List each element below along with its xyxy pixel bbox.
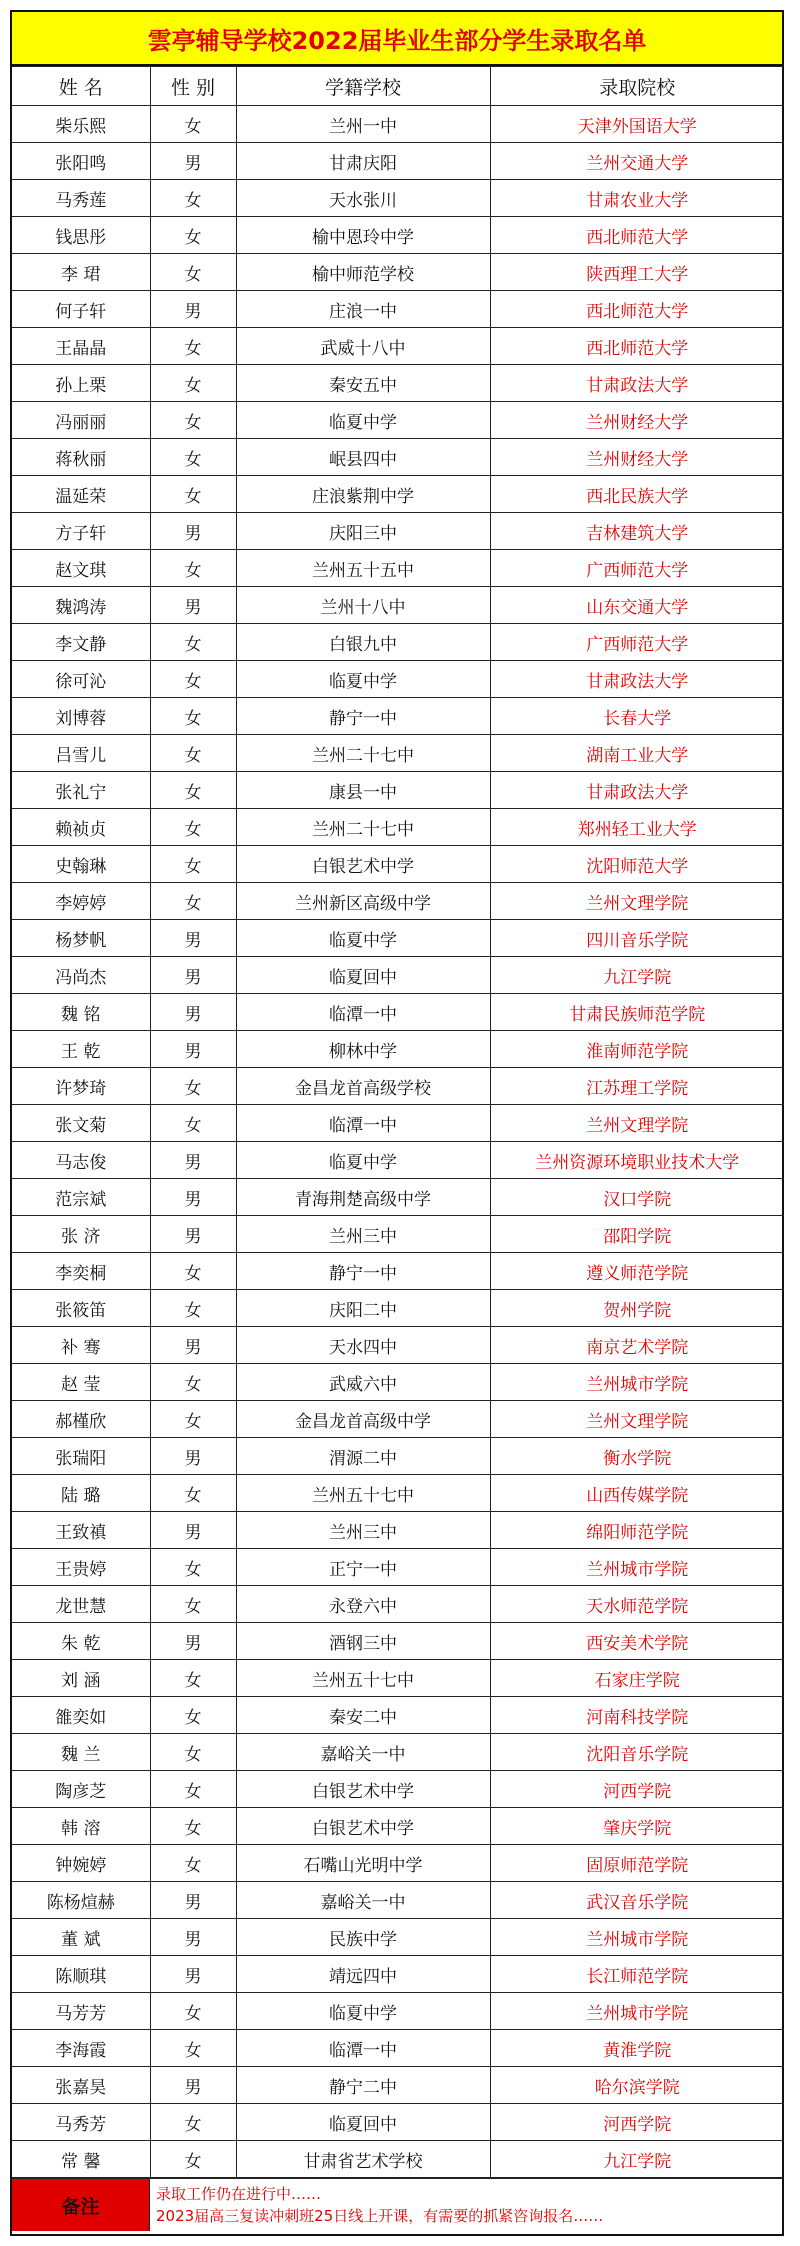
cell-admitted-school: 长春大学 — [490, 698, 784, 735]
cell-admitted-school: 广西师范大学 — [490, 550, 784, 587]
table-row — [12, 254, 784, 291]
cell-origin-school: 正宁一中 — [236, 1549, 490, 1586]
cell-name: 刘 涵 — [12, 1660, 150, 1697]
cell-origin-school: 临潭一中 — [236, 994, 490, 1031]
table-row — [12, 1253, 784, 1290]
header-admitted-school: 录取院校 — [490, 67, 784, 106]
cell-gender: 女 — [150, 1475, 236, 1512]
cell-origin-school: 武威六中 — [236, 1364, 490, 1401]
cell-origin-school: 兰州二十七中 — [236, 809, 490, 846]
cell-admitted-school: 西北民族大学 — [490, 476, 784, 513]
cell-name: 王致禛 — [12, 1512, 150, 1549]
cell-gender: 女 — [150, 2141, 236, 2178]
cell-name: 张瑞阳 — [12, 1438, 150, 1475]
table-row — [12, 1512, 784, 1549]
cell-gender: 男 — [150, 1956, 236, 1993]
cell-name: 柴乐熙 — [12, 106, 150, 143]
cell-name: 吕雪儿 — [12, 735, 150, 772]
cell-admitted-school: 山西传媒学院 — [490, 1475, 784, 1512]
cell-name: 李奕桐 — [12, 1253, 150, 1290]
cell-origin-school: 兰州三中 — [236, 1216, 490, 1253]
cell-name: 韩 溶 — [12, 1808, 150, 1845]
table-row — [12, 698, 784, 735]
cell-admitted-school: 天水师范学院 — [490, 1586, 784, 1623]
cell-gender: 男 — [150, 143, 236, 180]
cell-name: 董 斌 — [12, 1919, 150, 1956]
header-origin-school: 学籍学校 — [236, 67, 490, 106]
cell-origin-school: 金昌龙首高级中学 — [236, 1401, 490, 1438]
header-gender: 性 别 — [150, 67, 236, 106]
table-row — [12, 1549, 784, 1586]
table-row — [12, 1401, 784, 1438]
cell-gender: 男 — [150, 994, 236, 1031]
cell-name: 王贵婷 — [12, 1549, 150, 1586]
table-row — [12, 846, 784, 883]
cell-admitted-school: 兰州文理学院 — [490, 1401, 784, 1438]
cell-name: 张阳鸣 — [12, 143, 150, 180]
cell-admitted-school: 江苏理工学院 — [490, 1068, 784, 1105]
cell-origin-school: 甘肃省艺术学校 — [236, 2141, 490, 2178]
cell-gender: 女 — [150, 1364, 236, 1401]
cell-admitted-school: 西安美术学院 — [490, 1623, 784, 1660]
cell-name: 李 珺 — [12, 254, 150, 291]
cell-origin-school: 渭源二中 — [236, 1438, 490, 1475]
cell-name: 魏鸿涛 — [12, 587, 150, 624]
cell-origin-school: 兰州一中 — [236, 106, 490, 143]
table-row — [12, 883, 784, 920]
cell-gender: 女 — [150, 2104, 236, 2141]
cell-admitted-school: 兰州城市学院 — [490, 1993, 784, 2030]
cell-origin-school: 临潭一中 — [236, 1105, 490, 1142]
cell-gender: 女 — [150, 735, 236, 772]
table-row — [12, 1660, 784, 1697]
note-line-2: 2023届高三复读冲刺班25日线上开课，有需要的抓紧咨询报名…… — [156, 2207, 604, 2225]
cell-origin-school: 白银艺术中学 — [236, 1771, 490, 1808]
cell-origin-school: 靖远四中 — [236, 1956, 490, 1993]
page-title: 雲亭辅导学校2022届毕业生部分学生录取名单 — [12, 12, 782, 66]
note-label: 备注 — [12, 2179, 150, 2231]
cell-name: 赖祯贞 — [12, 809, 150, 846]
cell-origin-school: 庄浪紫荆中学 — [236, 476, 490, 513]
cell-origin-school: 天水张川 — [236, 180, 490, 217]
cell-name: 王晶晶 — [12, 328, 150, 365]
table-row — [12, 1290, 784, 1327]
cell-admitted-school: 吉林建筑大学 — [490, 513, 784, 550]
cell-origin-school: 兰州五十五中 — [236, 550, 490, 587]
cell-admitted-school: 九江学院 — [490, 957, 784, 994]
cell-admitted-school: 绵阳师范学院 — [490, 1512, 784, 1549]
cell-admitted-school: 固原师范学院 — [490, 1845, 784, 1882]
cell-name: 张筱笛 — [12, 1290, 150, 1327]
cell-name: 郝槿欣 — [12, 1401, 150, 1438]
cell-name: 魏 兰 — [12, 1734, 150, 1771]
cell-name: 陈杨煊赫 — [12, 1882, 150, 1919]
table-row — [12, 624, 784, 661]
cell-name: 徐可沁 — [12, 661, 150, 698]
cell-name: 张文菊 — [12, 1105, 150, 1142]
admission-table — [12, 66, 784, 2178]
cell-admitted-school: 西北师范大学 — [490, 291, 784, 328]
note-text — [150, 2179, 782, 2231]
cell-origin-school: 天水四中 — [236, 1327, 490, 1364]
cell-name: 朱 乾 — [12, 1623, 150, 1660]
cell-gender: 女 — [150, 180, 236, 217]
cell-gender: 女 — [150, 883, 236, 920]
header-name: 姓 名 — [12, 67, 150, 106]
cell-admitted-school: 郑州轻工业大学 — [490, 809, 784, 846]
note-row — [12, 2178, 782, 2231]
cell-name: 常 馨 — [12, 2141, 150, 2178]
cell-gender: 男 — [150, 1512, 236, 1549]
cell-name: 杨梦帆 — [12, 920, 150, 957]
cell-name: 冯尚杰 — [12, 957, 150, 994]
table-row — [12, 1364, 784, 1401]
cell-gender: 女 — [150, 217, 236, 254]
cell-gender: 男 — [150, 291, 236, 328]
cell-admitted-school: 肇庆学院 — [490, 1808, 784, 1845]
cell-admitted-school: 河西学院 — [490, 2104, 784, 2141]
cell-admitted-school: 湖南工业大学 — [490, 735, 784, 772]
cell-gender: 女 — [150, 846, 236, 883]
cell-admitted-school: 河西学院 — [490, 1771, 784, 1808]
cell-origin-school: 嘉峪关一中 — [236, 1882, 490, 1919]
cell-admitted-school: 兰州资源环境职业技术大学 — [490, 1142, 784, 1179]
cell-gender: 女 — [150, 1845, 236, 1882]
cell-gender: 男 — [150, 1882, 236, 1919]
cell-admitted-school: 甘肃政法大学 — [490, 365, 784, 402]
cell-name: 钟婉婷 — [12, 1845, 150, 1882]
cell-name: 陈顺琪 — [12, 1956, 150, 1993]
cell-admitted-school: 西北师范大学 — [490, 217, 784, 254]
cell-gender: 男 — [150, 957, 236, 994]
cell-gender: 女 — [150, 402, 236, 439]
cell-name: 范宗斌 — [12, 1179, 150, 1216]
table-row — [12, 1031, 784, 1068]
cell-origin-school: 秦安五中 — [236, 365, 490, 402]
table-row — [12, 1216, 784, 1253]
cell-name: 魏 铭 — [12, 994, 150, 1031]
cell-origin-school: 临夏回中 — [236, 957, 490, 994]
cell-origin-school: 甘肃庆阳 — [236, 143, 490, 180]
table-row — [12, 994, 784, 1031]
cell-gender: 女 — [150, 1808, 236, 1845]
cell-gender: 女 — [150, 1290, 236, 1327]
cell-name: 张嘉昊 — [12, 2067, 150, 2104]
table-row — [12, 1179, 784, 1216]
cell-name: 史翰琳 — [12, 846, 150, 883]
cell-origin-school: 兰州二十七中 — [236, 735, 490, 772]
cell-gender: 女 — [150, 1068, 236, 1105]
cell-origin-school: 临夏中学 — [236, 920, 490, 957]
cell-origin-school: 石嘴山光明中学 — [236, 1845, 490, 1882]
cell-name: 张礼宁 — [12, 772, 150, 809]
cell-admitted-school: 兰州城市学院 — [490, 1919, 784, 1956]
cell-name: 蒋秋丽 — [12, 439, 150, 476]
cell-name: 马秀芳 — [12, 2104, 150, 2141]
cell-origin-school: 白银艺术中学 — [236, 1808, 490, 1845]
cell-gender: 女 — [150, 1253, 236, 1290]
cell-admitted-school: 沈阳师范大学 — [490, 846, 784, 883]
cell-origin-school: 秦安二中 — [236, 1697, 490, 1734]
table-row — [12, 1882, 784, 1919]
cell-gender: 男 — [150, 513, 236, 550]
table-row — [12, 1475, 784, 1512]
cell-admitted-school: 广西师范大学 — [490, 624, 784, 661]
cell-name: 冯丽丽 — [12, 402, 150, 439]
cell-gender: 男 — [150, 1623, 236, 1660]
cell-name: 刘博蓉 — [12, 698, 150, 735]
table-row — [12, 2030, 784, 2067]
cell-admitted-school: 兰州城市学院 — [490, 1364, 784, 1401]
cell-origin-school: 静宁二中 — [236, 2067, 490, 2104]
cell-origin-school: 柳林中学 — [236, 1031, 490, 1068]
table-row — [12, 920, 784, 957]
cell-name: 李婷婷 — [12, 883, 150, 920]
cell-admitted-school: 九江学院 — [490, 2141, 784, 2178]
table-row — [12, 1327, 784, 1364]
cell-origin-school: 兰州五十七中 — [236, 1475, 490, 1512]
cell-admitted-school: 兰州文理学院 — [490, 1105, 784, 1142]
cell-name: 补 骞 — [12, 1327, 150, 1364]
table-row — [12, 550, 784, 587]
cell-gender: 女 — [150, 698, 236, 735]
table-row — [12, 1105, 784, 1142]
cell-gender: 男 — [150, 1327, 236, 1364]
cell-gender: 女 — [150, 1660, 236, 1697]
table-row — [12, 2104, 784, 2141]
table-row — [12, 1956, 784, 1993]
cell-admitted-school: 山东交通大学 — [490, 587, 784, 624]
cell-origin-school: 临夏中学 — [236, 1993, 490, 2030]
table-row — [12, 1697, 784, 1734]
cell-gender: 男 — [150, 2067, 236, 2104]
cell-name: 陶彦芝 — [12, 1771, 150, 1808]
table-row — [12, 809, 784, 846]
cell-admitted-school: 天津外国语大学 — [490, 106, 784, 143]
table-row — [12, 1586, 784, 1623]
cell-admitted-school: 南京艺术学院 — [490, 1327, 784, 1364]
cell-admitted-school: 四川音乐学院 — [490, 920, 784, 957]
cell-name: 孙上栗 — [12, 365, 150, 402]
cell-origin-school: 嘉峪关一中 — [236, 1734, 490, 1771]
table-row — [12, 1919, 784, 1956]
cell-admitted-school: 沈阳音乐学院 — [490, 1734, 784, 1771]
table-row — [12, 1068, 784, 1105]
note-line-1: 录取工作仍在进行中…… — [156, 2185, 322, 2203]
cell-origin-school: 静宁一中 — [236, 698, 490, 735]
cell-origin-school: 白银九中 — [236, 624, 490, 661]
cell-gender: 男 — [150, 1919, 236, 1956]
cell-gender: 女 — [150, 365, 236, 402]
cell-origin-school: 酒钢三中 — [236, 1623, 490, 1660]
table-row — [12, 1142, 784, 1179]
admission-list-sheet — [10, 10, 784, 2236]
cell-origin-school: 兰州五十七中 — [236, 1660, 490, 1697]
table-row — [12, 1845, 784, 1882]
cell-admitted-school: 黄淮学院 — [490, 2030, 784, 2067]
cell-admitted-school: 甘肃政法大学 — [490, 661, 784, 698]
cell-gender: 女 — [150, 772, 236, 809]
cell-gender: 女 — [150, 1549, 236, 1586]
cell-name: 何子轩 — [12, 291, 150, 328]
cell-gender: 男 — [150, 587, 236, 624]
cell-name: 温延荣 — [12, 476, 150, 513]
cell-origin-school: 庄浪一中 — [236, 291, 490, 328]
cell-gender: 女 — [150, 550, 236, 587]
cell-gender: 女 — [150, 624, 236, 661]
table-row — [12, 1438, 784, 1475]
cell-origin-school: 武威十八中 — [236, 328, 490, 365]
cell-gender: 女 — [150, 439, 236, 476]
table-row — [12, 180, 784, 217]
cell-admitted-school: 西北师范大学 — [490, 328, 784, 365]
cell-admitted-school: 贺州学院 — [490, 1290, 784, 1327]
cell-gender: 女 — [150, 2030, 236, 2067]
cell-origin-school: 临夏中学 — [236, 1142, 490, 1179]
cell-origin-school: 永登六中 — [236, 1586, 490, 1623]
cell-origin-school: 静宁一中 — [236, 1253, 490, 1290]
cell-admitted-school: 陕西理工大学 — [490, 254, 784, 291]
cell-name: 雒奕如 — [12, 1697, 150, 1734]
table-row — [12, 2067, 784, 2104]
cell-name: 王 乾 — [12, 1031, 150, 1068]
cell-origin-school: 岷县四中 — [236, 439, 490, 476]
cell-name: 赵文琪 — [12, 550, 150, 587]
cell-name: 马志俊 — [12, 1142, 150, 1179]
cell-gender: 女 — [150, 1401, 236, 1438]
cell-name: 方子轩 — [12, 513, 150, 550]
cell-name: 马芳芳 — [12, 1993, 150, 2030]
cell-gender: 男 — [150, 1438, 236, 1475]
cell-origin-school: 白银艺术中学 — [236, 846, 490, 883]
table-row — [12, 328, 784, 365]
cell-gender: 女 — [150, 476, 236, 513]
cell-origin-school: 临夏中学 — [236, 402, 490, 439]
cell-gender: 男 — [150, 1142, 236, 1179]
cell-gender: 男 — [150, 1216, 236, 1253]
cell-gender: 女 — [150, 1105, 236, 1142]
cell-admitted-school: 兰州交通大学 — [490, 143, 784, 180]
cell-gender: 女 — [150, 809, 236, 846]
cell-admitted-school: 长江师范学院 — [490, 1956, 784, 1993]
cell-admitted-school: 武汉音乐学院 — [490, 1882, 784, 1919]
cell-name: 陆 璐 — [12, 1475, 150, 1512]
cell-gender: 男 — [150, 920, 236, 957]
cell-admitted-school: 甘肃农业大学 — [490, 180, 784, 217]
cell-name: 李文静 — [12, 624, 150, 661]
table-row — [12, 365, 784, 402]
cell-origin-school: 青海荆楚高级中学 — [236, 1179, 490, 1216]
cell-origin-school: 临夏回中 — [236, 2104, 490, 2141]
cell-gender: 女 — [150, 1586, 236, 1623]
table-row — [12, 772, 784, 809]
cell-gender: 女 — [150, 1734, 236, 1771]
cell-gender: 女 — [150, 1697, 236, 1734]
cell-gender: 女 — [150, 1771, 236, 1808]
table-row — [12, 1734, 784, 1771]
cell-name: 许梦琦 — [12, 1068, 150, 1105]
cell-origin-school: 兰州新区高级中学 — [236, 883, 490, 920]
cell-origin-school: 兰州十八中 — [236, 587, 490, 624]
table-row — [12, 587, 784, 624]
cell-admitted-school: 河南科技学院 — [490, 1697, 784, 1734]
cell-origin-school: 民族中学 — [236, 1919, 490, 1956]
cell-gender: 女 — [150, 106, 236, 143]
table-row — [12, 513, 784, 550]
cell-admitted-school: 甘肃民族师范学院 — [490, 994, 784, 1031]
table-header-row — [12, 67, 784, 106]
table-row — [12, 661, 784, 698]
cell-admitted-school: 兰州文理学院 — [490, 883, 784, 920]
cell-gender: 男 — [150, 1179, 236, 1216]
cell-name: 张 济 — [12, 1216, 150, 1253]
cell-origin-school: 兰州三中 — [236, 1512, 490, 1549]
table-row — [12, 106, 784, 143]
cell-origin-school: 康县一中 — [236, 772, 490, 809]
table-row — [12, 1993, 784, 2030]
table-row — [12, 957, 784, 994]
table-row — [12, 476, 784, 513]
cell-admitted-school: 遵义师范学院 — [490, 1253, 784, 1290]
table-row — [12, 1623, 784, 1660]
cell-name: 李海霞 — [12, 2030, 150, 2067]
cell-gender: 男 — [150, 1031, 236, 1068]
cell-origin-school: 庆阳二中 — [236, 1290, 490, 1327]
cell-origin-school: 庆阳三中 — [236, 513, 490, 550]
table-row — [12, 402, 784, 439]
cell-admitted-school: 衡水学院 — [490, 1438, 784, 1475]
cell-gender: 女 — [150, 1993, 236, 2030]
cell-name: 马秀莲 — [12, 180, 150, 217]
cell-name: 钱思彤 — [12, 217, 150, 254]
cell-origin-school: 临潭一中 — [236, 2030, 490, 2067]
cell-name: 龙世慧 — [12, 1586, 150, 1623]
cell-gender: 女 — [150, 661, 236, 698]
table-row — [12, 291, 784, 328]
table-row — [12, 217, 784, 254]
table-row — [12, 735, 784, 772]
table-row — [12, 2141, 784, 2178]
cell-origin-school: 临夏中学 — [236, 661, 490, 698]
table-body — [12, 106, 784, 2178]
cell-admitted-school: 兰州财经大学 — [490, 439, 784, 476]
cell-admitted-school: 邵阳学院 — [490, 1216, 784, 1253]
table-row — [12, 1771, 784, 1808]
cell-admitted-school: 甘肃政法大学 — [490, 772, 784, 809]
cell-admitted-school: 兰州财经大学 — [490, 402, 784, 439]
cell-origin-school: 榆中师范学校 — [236, 254, 490, 291]
cell-gender: 女 — [150, 254, 236, 291]
cell-admitted-school: 淮南师范学院 — [490, 1031, 784, 1068]
cell-origin-school: 金昌龙首高级学校 — [236, 1068, 490, 1105]
table-row — [12, 1808, 784, 1845]
cell-origin-school: 榆中恩玲中学 — [236, 217, 490, 254]
table-row — [12, 143, 784, 180]
cell-admitted-school: 石家庄学院 — [490, 1660, 784, 1697]
cell-name: 赵 莹 — [12, 1364, 150, 1401]
cell-admitted-school: 汉口学院 — [490, 1179, 784, 1216]
cell-gender: 女 — [150, 328, 236, 365]
cell-admitted-school: 哈尔滨学院 — [490, 2067, 784, 2104]
table-row — [12, 439, 784, 476]
cell-admitted-school: 兰州城市学院 — [490, 1549, 784, 1586]
